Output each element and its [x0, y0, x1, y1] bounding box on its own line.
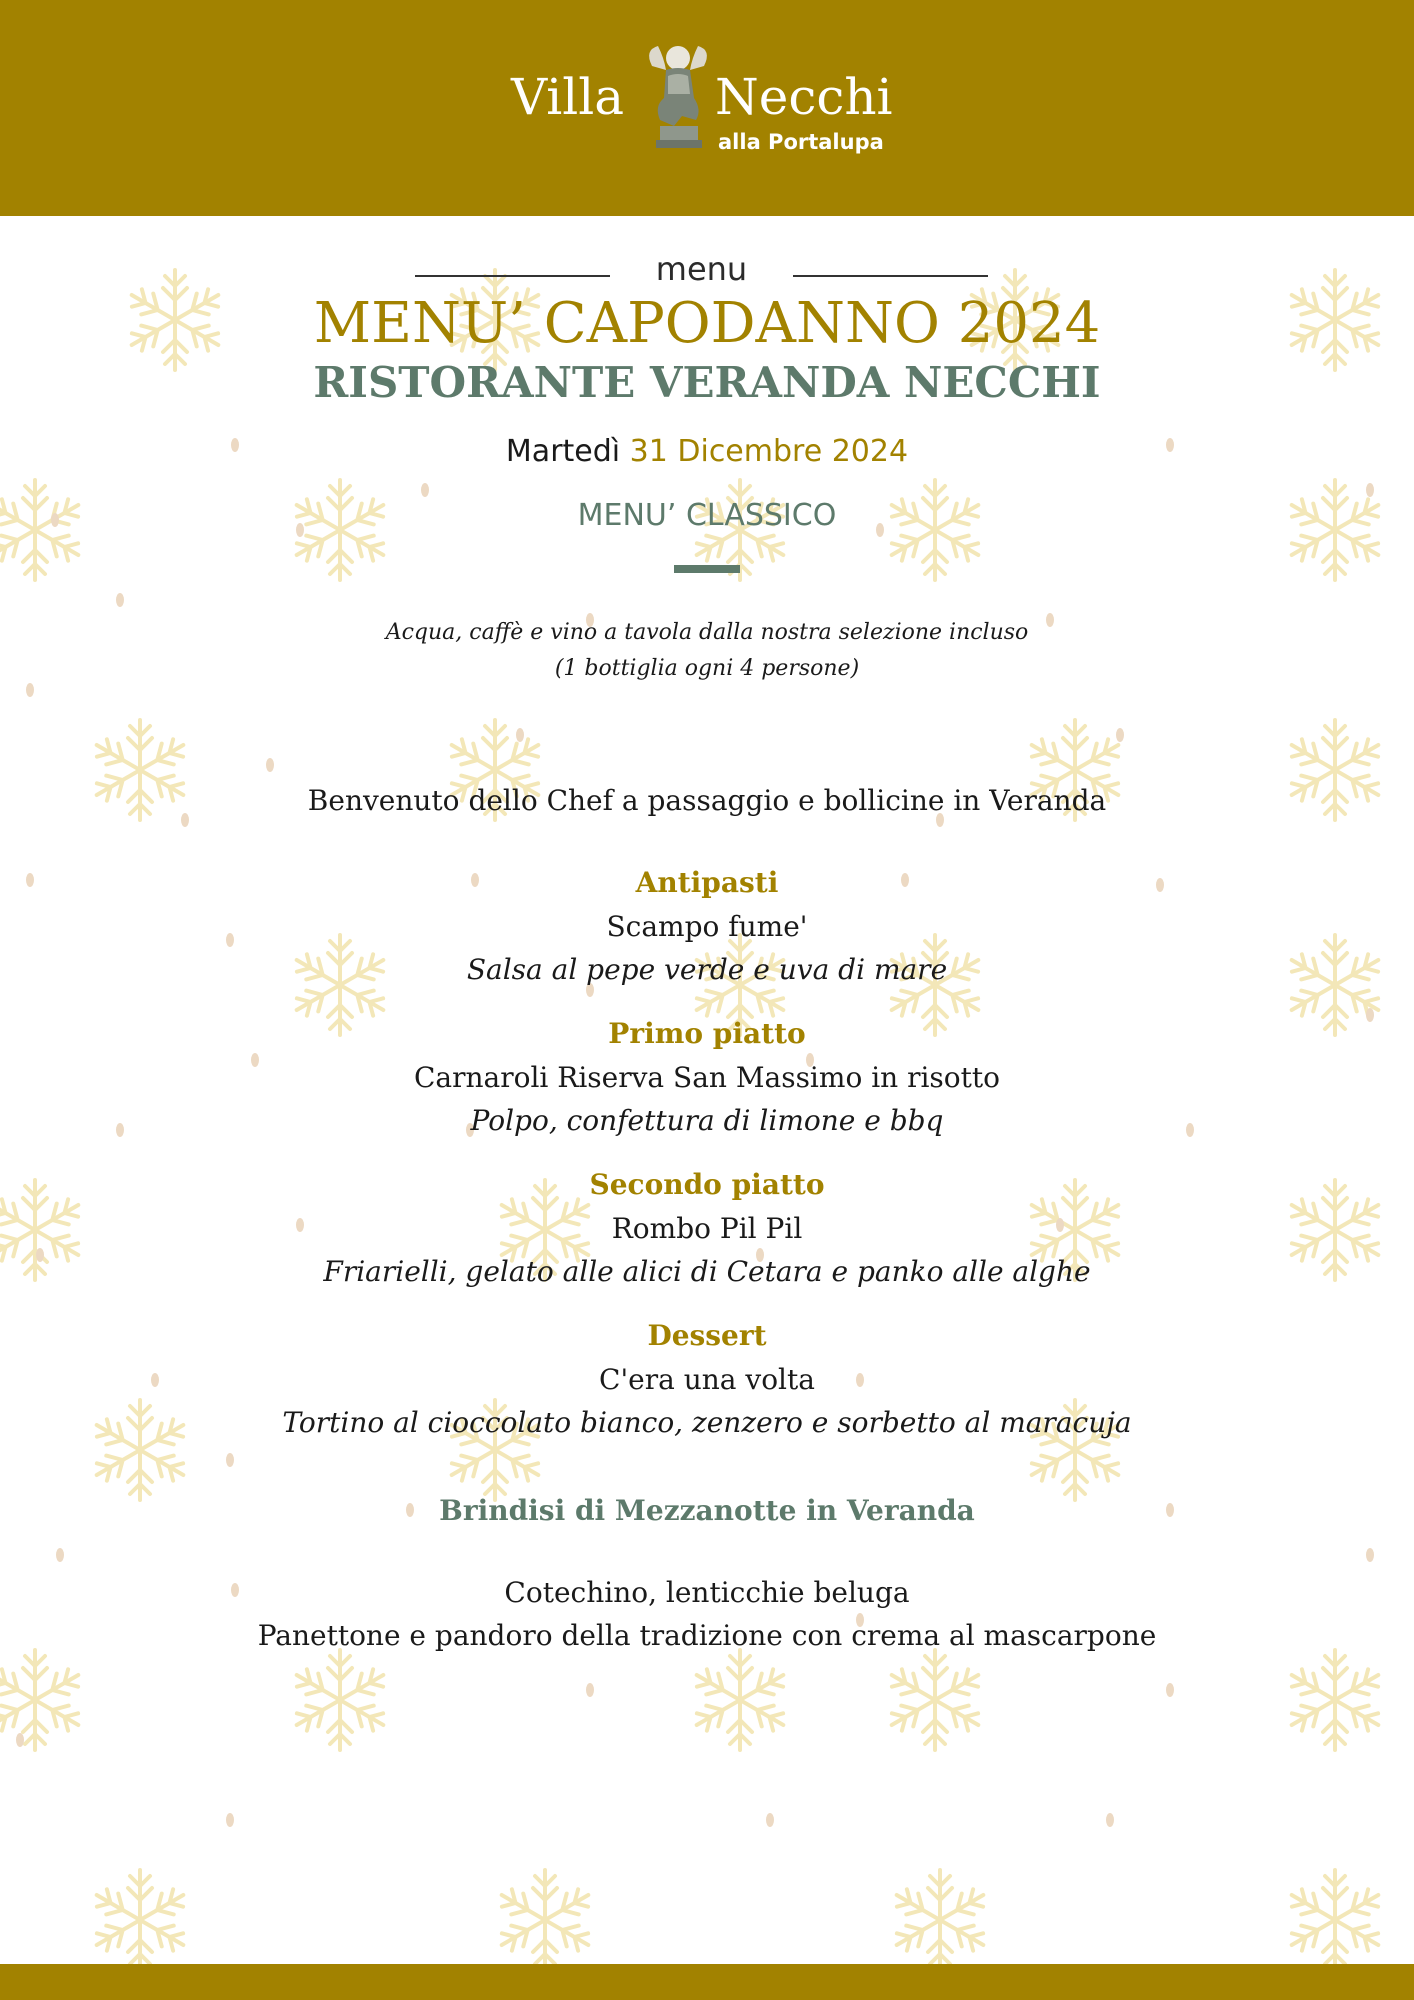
chef-welcome: Benvenuto dello Chef a passaggio e bollicine in Veranda [307, 784, 1107, 817]
cherub-statue-icon [638, 36, 718, 156]
accent-bar [674, 565, 740, 573]
menu-label-row [0, 236, 1414, 286]
midnight-item: Cotechino, lenticchie beluga [504, 1576, 910, 1609]
course-heading-primo: Primo piatto [608, 1017, 806, 1050]
midnight-item: Panettone e pandoro della tradizione con crema al mascarpone [257, 1619, 1157, 1652]
event-day: Martedì [505, 434, 621, 469]
menu-label: menu [655, 250, 748, 288]
divider-right [793, 275, 988, 277]
drinks-note: Acqua, caffè e vino a tavola dalla nostra selezione incluso [385, 620, 1029, 645]
header-banner [0, 0, 1414, 216]
course-dish-secondo: Rombo Pil Pil [611, 1212, 803, 1245]
footer-bar [0, 1964, 1414, 2000]
course-description-secondo: Friarielli, gelato alle alici di Cetara e panko alle alghe [323, 1255, 1091, 1288]
course-dish-dessert: C'era una volta [599, 1363, 815, 1396]
villa-necchi-logo [505, 36, 905, 166]
logo-name-left: Villa [511, 68, 625, 126]
course-heading-antipasti: Antipasti [635, 866, 779, 899]
course-heading-secondo: Secondo piatto [589, 1168, 825, 1201]
divider-left [415, 275, 610, 277]
course-description-dessert: Tortino al cioccolato bianco, zenzero e sorbetto al maracuja [282, 1406, 1132, 1439]
menu-content [0, 216, 1414, 1964]
course-description-primo: Polpo, confettura di limone e bbq [470, 1104, 944, 1137]
course-dish-antipasti: Scampo fume' [606, 910, 808, 943]
drinks-note-detail: (1 bottiglia ogni 4 persone) [554, 656, 860, 681]
event-date [0, 434, 1414, 470]
event-date-value: 31 Dicembre 2024 [629, 434, 909, 469]
midnight-toast-heading: Brindisi di Mezzanotte in Veranda [439, 1494, 975, 1527]
course-dish-primo: Carnaroli Riserva San Massimo in risotto [413, 1061, 1001, 1094]
menu-type: MENU’ CLASSICO [577, 498, 837, 533]
page-title: MENU’ CAPODANNO 2024 [313, 291, 1101, 356]
logo-name-right: Necchi [715, 68, 893, 126]
course-description-antipasti: Salsa al pepe verde e uva di mare [466, 953, 948, 986]
course-heading-dessert: Dessert [647, 1319, 767, 1352]
restaurant-name: RISTORANTE VERANDA NECCHI [313, 358, 1101, 407]
logo-subtitle: alla Portalupa [718, 130, 884, 154]
